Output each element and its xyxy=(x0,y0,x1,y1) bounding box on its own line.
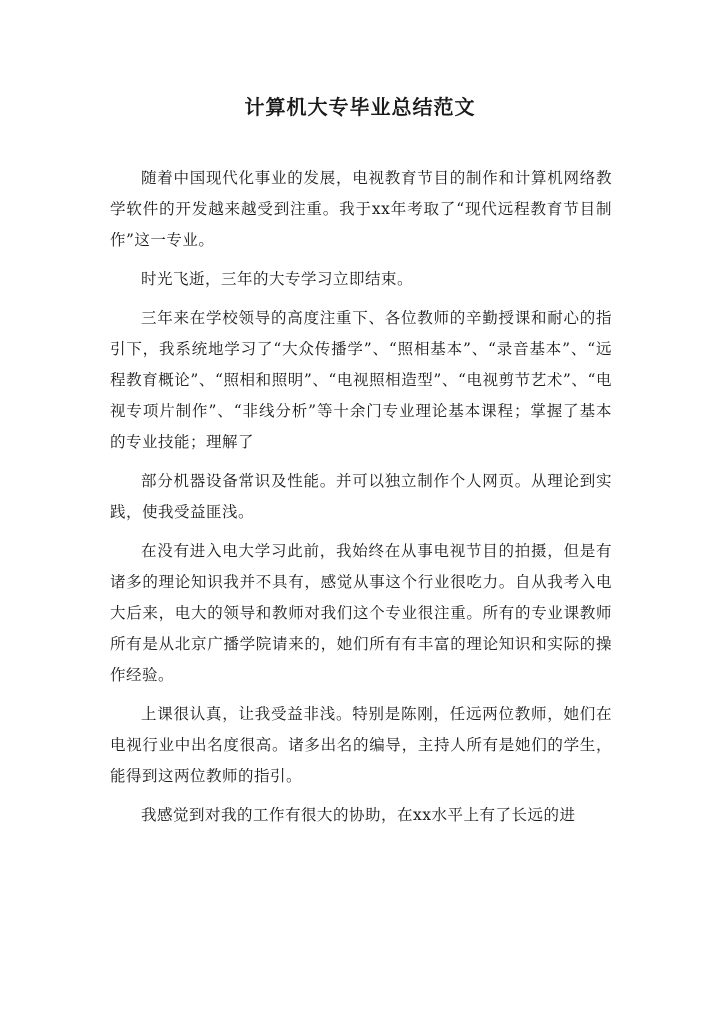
paragraph: 三年来在学校领导的高度注重下、各位教师的辛勤授课和耐心的指引下，我系统地学习了“大众传播学”、“照相基本”、“录音基本”、“远程教育概论”、“照相和照明”、“电视照相造型”、“电视剪节艺术”、“电视专项片制作”、“非线分析”等十余门专业理论基本课程；掌握了基本的专业技能；理解了 xyxy=(110,309,612,451)
paragraph: 时光飞逝，三年的大专学习立即结束。 xyxy=(141,270,414,288)
paragraph: 在没有进入电大学习此前，我始终在从事电视节目的拍摄，但是有诸多的理论知识我并不具有，感觉从事这个行业很吃力。自从我考入电大后来，电大的领导和教师对我们这个专业很注重。所有的专业课教师所有是从北京广播学院请来的，她们所有有丰富的理论知识和实际的操作经验。 xyxy=(110,542,612,684)
document-body xyxy=(110,163,612,839)
paragraph: 部分机器设备常识及性能。并可以独立制作个人网页。从理论到实践，使我受益匪浅。 xyxy=(110,472,612,521)
paragraph: 上课很认真，让我受益非浅。特别是陈刚，任远两位教师，她们在电视行业中出名度很高。诸多出名的编导，主持人所有是她们的学生，能得到这两位教师的指引。 xyxy=(110,705,612,785)
paragraph: 我感觉到对我的工作有很大的协助，在xx水平上有了长远的进 xyxy=(141,806,576,824)
paragraph: 随着中国现代化事业的发展，电视教育节目的制作和计算机网络教学软件的开发越来越受到注重。我于xx年考取了“现代远程教育节目制作”这一专业。 xyxy=(110,169,612,249)
document-title: 计算机大专毕业总结范文 xyxy=(244,95,476,119)
